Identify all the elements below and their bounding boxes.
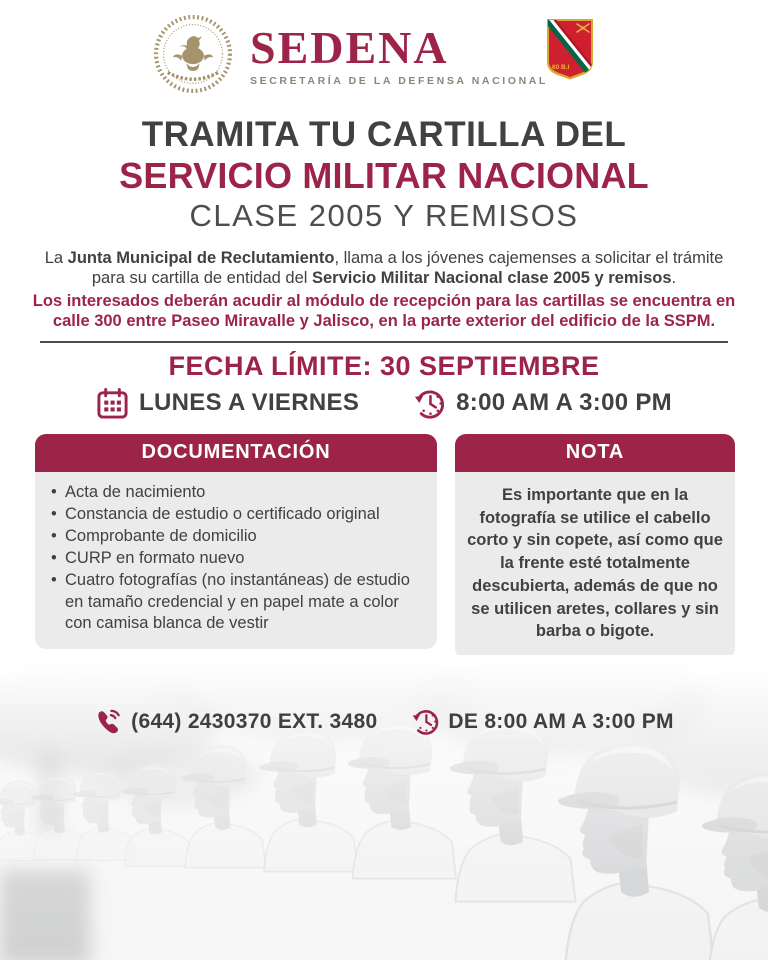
contact-hours [411, 707, 673, 736]
battalion-badge-60bi [544, 16, 596, 80]
clock-icon [411, 707, 440, 736]
clock-icon [413, 387, 446, 420]
note-panel [455, 434, 735, 659]
title-line3: CLASE 2005 Y REMISOS [189, 197, 579, 233]
brand-tagline: SECRETARÍA DE LA DEFENSA NACIONAL [250, 75, 548, 87]
header [0, 0, 768, 100]
note-text: Es importante que en la fotografía se utilice el cabello corto y sin copete, así como que la frente esté totalmente descubierta, además de que no se utilicen aretes, collares y sin barba o bigote. [467, 485, 723, 641]
doc-item: • Comprobante de domicilio [51, 526, 425, 548]
doc-item: • CURP en formato nuevo [51, 548, 425, 570]
schedule-row [0, 387, 768, 420]
documentation-body [35, 472, 437, 650]
contact-phone-label: (644) 2430370 EXT. 3480 [131, 709, 378, 733]
mexican-eagle-seal-icon [150, 12, 236, 96]
contact-hours-label: DE 8:00 AM A 3:00 PM [448, 709, 674, 733]
note-header: NOTA [455, 434, 735, 472]
doc-item: • Constancia de estudio o certificado original [51, 504, 425, 526]
soldiers-photo [0, 655, 768, 960]
documentation-header: DOCUMENTACIÓN [35, 434, 437, 472]
title-line1: TRAMITA TU CARTILLA DEL [141, 115, 627, 154]
title-block [0, 114, 768, 234]
title-line2: SERVICIO MILITAR NACIONAL [119, 155, 649, 197]
schedule-days-label: LUNES A VIERNES [139, 389, 360, 417]
deadline-title: FECHA LÍMITE: 30 SEPTIEMBRE [168, 350, 600, 381]
phone-icon [94, 707, 123, 736]
documentation-panel [35, 434, 437, 650]
panels-row [35, 434, 735, 659]
schedule-days [96, 387, 359, 420]
location-paragraph: Los interesados deberán acudir al módulo de recepción para las cartillas se encuentra en calle 300 entre Paseo Miravalle y Jalisco, en la parte exterior del edificio de la SSPM. [32, 291, 736, 330]
contact-phone [94, 707, 377, 736]
badge-label: 60 B.I [552, 64, 570, 71]
brand-block [250, 21, 548, 87]
intro-paragraph: La Junta Municipal de Reclutamiento, llama a los jóvenes cajemenses a solicitar el trámite para su cartilla de entidad del Servicio Militar Nacional clase 2005 y remisos. [44, 249, 724, 288]
divider-line [40, 341, 728, 343]
doc-item: • Cuatro fotografías (no instantáneas) de estudio en tamaño credencial y en papel mate a color con camisa blanca de vestir [51, 570, 425, 636]
schedule-hours [413, 387, 672, 420]
note-body [455, 472, 735, 659]
brand-name: SEDENA [250, 22, 449, 73]
sedena-logo [150, 12, 548, 96]
contact-row [0, 707, 768, 736]
doc-item: • Acta de nacimiento [51, 482, 425, 504]
schedule-hours-label: 8:00 AM A 3:00 PM [456, 389, 672, 417]
calendar-icon [96, 387, 129, 420]
documentation-list [51, 482, 425, 636]
